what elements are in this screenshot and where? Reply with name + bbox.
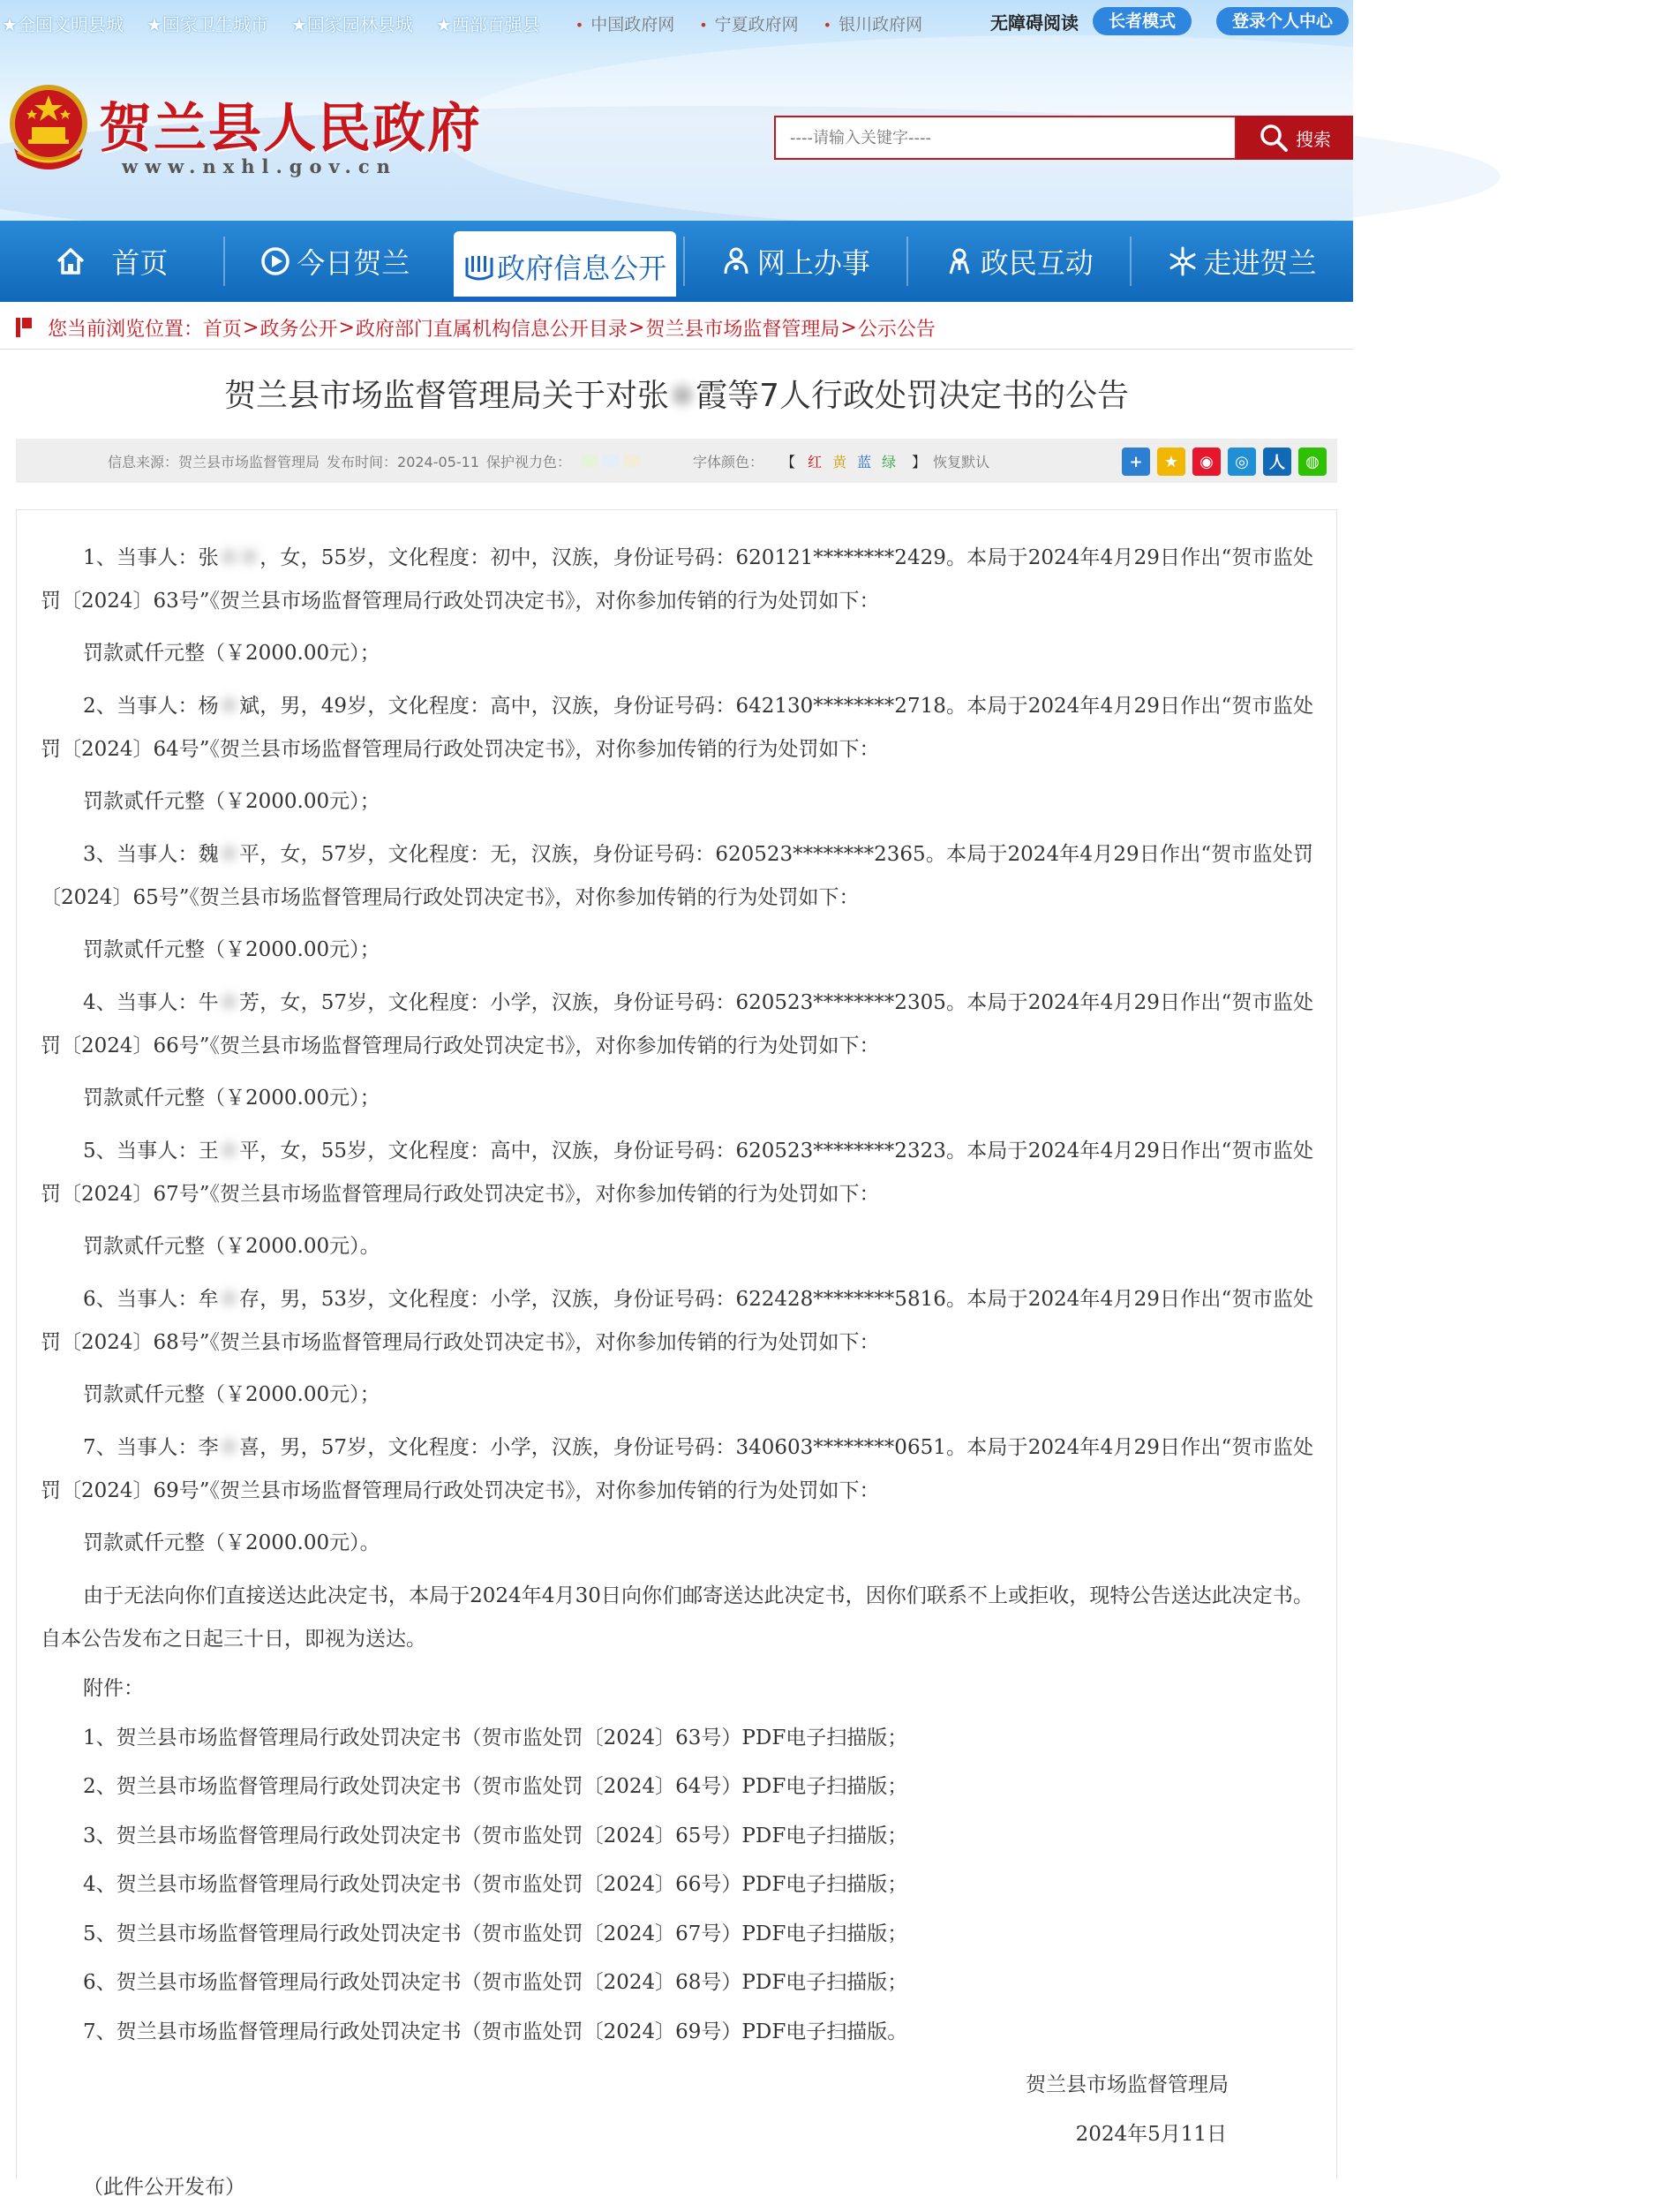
people-icon bbox=[944, 245, 975, 277]
renren-icon[interactable]: 人 bbox=[1263, 448, 1291, 476]
attachment-link[interactable]: 7、贺兰县市场监督管理局行政处罚决定书（贺市监处罚〔2024〕69号）PDF电子扫描版。 bbox=[83, 2020, 908, 2043]
case-details: 平，女，55岁，文化程度：高中，汉族，身份证号码：620523********2323。本局于2024年4月29日作出“贺市监处罚〔2024〕67号”《贺兰县市场监督管理局行政处罚决定书》，对你参加传销的行为处罚如下： bbox=[41, 1140, 1314, 1206]
share-plus-icon[interactable]: + bbox=[1122, 448, 1150, 476]
service-icon bbox=[720, 245, 752, 277]
info-publish-time: 发布时间：2024-05-11 bbox=[327, 453, 480, 470]
nav-gov-info-open[interactable] bbox=[454, 231, 677, 302]
case-fine: 罚款贰仟元整（￥2000.00元）； bbox=[83, 642, 380, 665]
case-details: ，女，55岁，文化程度：初中，汉族，身份证号码：620121********2429。本局于2024年4月29日作出“贺市监处罚〔2024〕63号”《贺兰县市场监督管理局行政处罚决定书》，对你参加传销的行为处罚如下： bbox=[41, 546, 1313, 613]
login-button[interactable]: 登录个人中心 bbox=[1216, 7, 1349, 35]
breadcrumb-prefix: 您当前浏览位置： bbox=[48, 318, 204, 341]
publish-note: （此件公开发布） bbox=[83, 2176, 245, 2199]
case-masked-name: ※ bbox=[218, 1140, 240, 1162]
breadcrumb-market-bureau[interactable]: 贺兰县市场监督管理局 bbox=[645, 318, 840, 341]
nav-online-service-label: 网上办事 bbox=[756, 246, 870, 280]
case-fine: 罚款贰仟元整（￥2000.00元）； bbox=[83, 790, 380, 813]
nav-online-service[interactable] bbox=[683, 221, 906, 302]
link-ningxia-gov-label: 宁夏政府网 bbox=[714, 14, 799, 34]
nav-about-helan-label: 走进贺兰 bbox=[1203, 246, 1317, 280]
case-party-prefix: 7、当事人：李 bbox=[83, 1436, 219, 1459]
case-details: 芳，女，57岁，文化程度：小学，汉族，身份证号码：620523********2305。本局于2024年4月29日作出“贺市监处罚〔2024〕66号”《贺兰县市场监督管理局行政处罚决定书》，对你参加传销的行为处罚如下： bbox=[41, 991, 1314, 1057]
eye-protect-swatches bbox=[582, 455, 640, 467]
case-masked-name: ※ bbox=[218, 1436, 240, 1459]
case-party-prefix: 5、当事人：王 bbox=[83, 1140, 219, 1162]
bullet-icon: • bbox=[575, 16, 584, 34]
case-fine: 罚款贰仟元整（￥2000.00元）。 bbox=[83, 1531, 380, 1554]
breadcrumb-info-catalog[interactable]: 政府部门直属机构信息公开目录 bbox=[355, 318, 628, 341]
eye-swatch-blue[interactable] bbox=[603, 455, 619, 467]
search-button-label: 搜索 bbox=[1296, 128, 1331, 150]
attachment-link[interactable]: 5、贺兰县市场监督管理局行政处罚决定书（贺市监处罚〔2024〕67号）PDF电子扫描版； bbox=[83, 1922, 908, 1945]
home-icon bbox=[55, 245, 86, 277]
link-china-gov[interactable] bbox=[575, 11, 674, 35]
case-masked-name: ※ bbox=[218, 843, 240, 866]
breadcrumb-separator: > bbox=[243, 316, 259, 339]
bracket-open: 【 bbox=[781, 453, 796, 470]
case-paragraph bbox=[41, 1130, 1313, 1216]
font-color-green[interactable]: 绿 bbox=[882, 453, 897, 470]
accessibility-link[interactable]: 无障碍阅读 bbox=[990, 12, 1079, 34]
search-input[interactable] bbox=[774, 116, 1237, 160]
case-masked-name: ※ bbox=[218, 991, 240, 1014]
info-source: 信息来源：贺兰县市场监督管理局 bbox=[108, 453, 320, 470]
case-party-prefix: 4、当事人：牛 bbox=[83, 991, 219, 1014]
case-masked-name: ※ bbox=[218, 695, 240, 718]
case-fine: 罚款贰仟元整（￥2000.00元）； bbox=[83, 1087, 380, 1110]
breadcrumb bbox=[16, 311, 936, 344]
tencent-weibo-icon[interactable]: ◎ bbox=[1228, 448, 1256, 476]
case-paragraph bbox=[41, 1278, 1313, 1365]
share-toolbar bbox=[1122, 448, 1327, 476]
eye-swatch-green[interactable] bbox=[582, 455, 598, 467]
info-eye-protect-label: 保护视力色： bbox=[486, 453, 572, 470]
article-title bbox=[0, 371, 1353, 416]
search-icon bbox=[1259, 123, 1289, 153]
attachment-link[interactable]: 1、贺兰县市场监督管理局行政处罚决定书（贺市监处罚〔2024〕63号）PDF电子扫描版； bbox=[83, 1726, 908, 1749]
title-part-1: 贺兰县市场监督管理局关于对张 bbox=[223, 378, 669, 414]
location-flag-icon bbox=[16, 318, 32, 337]
national-emblem-icon bbox=[5, 78, 92, 173]
honor-top-western-county: ★西部百强县 bbox=[435, 13, 540, 35]
link-yinchuan-gov-label: 银川政府网 bbox=[838, 14, 923, 34]
gov-open-icon bbox=[463, 251, 495, 282]
case-paragraph bbox=[41, 685, 1313, 771]
play-circle-icon bbox=[259, 245, 291, 277]
honor-health-city: ★国家卫生城市 bbox=[146, 13, 268, 35]
attachment-link[interactable]: 4、贺兰县市场监督管理局行政处罚决定书（贺市监处罚〔2024〕66号）PDF电子扫描版； bbox=[83, 1873, 908, 1896]
attachment-link[interactable]: 6、贺兰县市场监督管理局行政处罚决定书（贺市监处罚〔2024〕68号）PDF电子扫描版； bbox=[83, 1971, 908, 1994]
link-ningxia-gov[interactable] bbox=[699, 11, 798, 35]
breadcrumb-separator: > bbox=[338, 316, 355, 339]
case-party-prefix: 3、当事人：魏 bbox=[83, 843, 219, 866]
site-header bbox=[0, 0, 1353, 221]
font-color-yellow[interactable]: 黄 bbox=[832, 453, 847, 470]
title-part-2: 霞等7人行政处罚决定书的公告 bbox=[696, 378, 1130, 414]
font-color-label: 字体颜色： bbox=[693, 453, 764, 470]
case-party-prefix: 6、当事人：牟 bbox=[83, 1288, 219, 1311]
case-fine: 罚款贰仟元整（￥2000.00元）； bbox=[83, 1383, 380, 1406]
eye-swatch-yellow[interactable] bbox=[624, 455, 640, 467]
case-party-prefix: 1、当事人：张 bbox=[83, 546, 219, 569]
case-details: 喜，男，57岁，文化程度：小学，汉族，身份证号码：340603********0651。本局于2024年4月29日作出“贺市监处罚〔2024〕69号”《贺兰县市场监督管理局行政处罚决定书》，对你参加传销的行为处罚如下： bbox=[41, 1436, 1314, 1502]
weibo-icon[interactable]: ◉ bbox=[1192, 448, 1221, 476]
breadcrumb-notices[interactable]: 公示公告 bbox=[857, 318, 936, 341]
font-color-blue[interactable]: 蓝 bbox=[857, 453, 872, 470]
breadcrumb-separator: > bbox=[840, 316, 857, 339]
attachment-link[interactable]: 2、贺兰县市场监督管理局行政处罚决定书（贺市监处罚〔2024〕64号）PDF电子扫描版； bbox=[83, 1775, 908, 1798]
breadcrumb-separator: > bbox=[628, 316, 645, 339]
breadcrumb-gov-affairs[interactable]: 政务公开 bbox=[259, 318, 338, 341]
case-fine: 罚款贰仟元整（￥2000.00元）。 bbox=[83, 1235, 380, 1258]
honor-garden-county: ★国家园林县城 bbox=[290, 13, 413, 35]
bullet-icon: • bbox=[823, 16, 832, 34]
bullet-icon: • bbox=[699, 16, 708, 34]
title-masked-name: ※ bbox=[668, 378, 696, 414]
article-info-bar bbox=[16, 439, 1337, 483]
service-notice: 由于无法向你们直接送达此决定书，本局于2024年4月30日向你们邮寄送达此决定书，因你们联系不上或拒收，现特公告送达此决定书。自本公告发布之日起三十日，即视为送达。 bbox=[41, 1584, 1313, 1651]
case-masked-name: ※※ bbox=[218, 546, 260, 569]
attachment-link[interactable]: 3、贺兰县市场监督管理局行政处罚决定书（贺市监处罚〔2024〕65号）PDF电子扫描版； bbox=[83, 1824, 908, 1847]
wechat-icon[interactable]: ◍ bbox=[1298, 448, 1327, 476]
site-title: 贺兰县人民政府 bbox=[99, 98, 482, 160]
article-body bbox=[41, 537, 1313, 2212]
nav-about-helan[interactable] bbox=[1130, 221, 1353, 302]
font-color-red[interactable]: 红 bbox=[808, 453, 823, 470]
bracket-close: 】 bbox=[912, 453, 927, 470]
case-paragraph bbox=[41, 537, 1313, 623]
nav-today-helan-label: 今日贺兰 bbox=[297, 246, 410, 280]
link-yinchuan-gov[interactable] bbox=[823, 11, 922, 35]
nav-gov-info-open-label: 政府信息公开 bbox=[497, 252, 667, 285]
case-details: 存，男，53岁，文化程度：小学，汉族，身份证号码：622428********5816。本局于2024年4月29日作出“贺市监处罚〔2024〕68号”《贺兰县市场监督管理局行政处罚决定书》，对你参加传销的行为处罚如下： bbox=[41, 1288, 1314, 1354]
elder-mode-button[interactable]: 长者模式 bbox=[1093, 7, 1192, 35]
case-masked-name: ※ bbox=[218, 1288, 240, 1311]
attachments-label: 附件： bbox=[83, 1677, 144, 1700]
honor-civilized-county: ★全国文明县城 bbox=[2, 13, 124, 35]
nav-home-label: 首页 bbox=[111, 246, 169, 280]
search-button[interactable] bbox=[1237, 116, 1353, 160]
snowflake-icon bbox=[1167, 245, 1199, 277]
link-china-gov-label: 中国政府网 bbox=[590, 14, 675, 34]
divider bbox=[0, 349, 1353, 350]
case-paragraph bbox=[41, 833, 1313, 920]
nav-home[interactable] bbox=[0, 221, 223, 302]
nav-interaction[interactable] bbox=[906, 221, 1130, 302]
qzone-icon[interactable]: ★ bbox=[1157, 448, 1185, 476]
site-url: www.nxhl.gov.cn bbox=[122, 155, 397, 177]
case-party-prefix: 2、当事人：杨 bbox=[83, 695, 219, 718]
nav-interaction-label: 政民互动 bbox=[980, 246, 1094, 280]
case-details: 平，女，57岁，文化程度：无，汉族，身份证号码：620523********2365。本局于2024年4月29日作出“贺市监处罚〔2024〕65号”《贺兰县市场监督管理局行政处罚决定书》，对你参加传销的行为处罚如下： bbox=[41, 843, 1314, 909]
nav-today-helan[interactable] bbox=[223, 221, 447, 302]
main-nav bbox=[0, 221, 1353, 302]
case-fine: 罚款贰仟元整（￥2000.00元）； bbox=[83, 938, 380, 961]
breadcrumb-home[interactable]: 首页 bbox=[203, 318, 243, 341]
signature-agency: 贺兰县市场监督管理局 bbox=[1026, 2073, 1229, 2096]
case-paragraph bbox=[41, 1426, 1313, 1513]
case-details: 斌，男，49岁，文化程度：高中，汉族，身份证号码：642130********2718。本局于2024年4月29日作出“贺市监处罚〔2024〕64号”《贺兰县市场监督管理局行政处罚决定书》，对你参加传销的行为处罚如下： bbox=[41, 695, 1314, 761]
case-paragraph bbox=[41, 982, 1313, 1068]
signature-date: 2024年5月11日 bbox=[1075, 2123, 1227, 2146]
restore-default-link[interactable]: 恢复默认 bbox=[933, 453, 990, 470]
